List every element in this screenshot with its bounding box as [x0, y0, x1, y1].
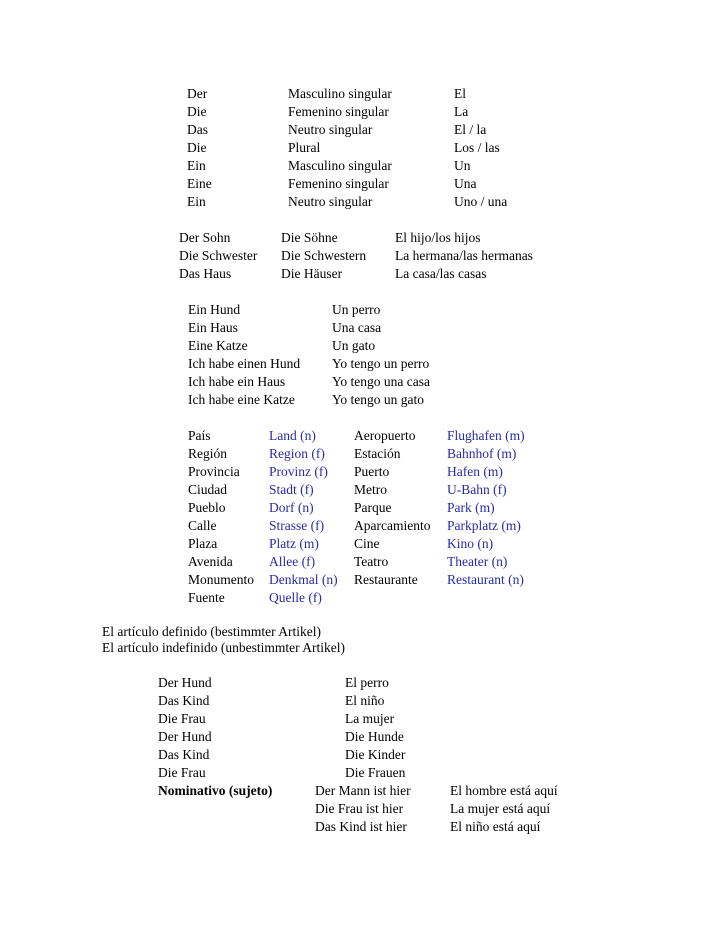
vocab-de: Flughafen (m) [447, 428, 525, 443]
article-de: Eine [187, 176, 212, 191]
noun-de: Das Kind [158, 747, 210, 762]
vocab-de: U-Bahn (f) [447, 482, 507, 497]
vocab-de: Bahnhof (m) [447, 446, 517, 461]
vocab-de: Allee (f) [269, 554, 316, 569]
example-de: Ein Hund [188, 302, 241, 317]
singular-de: Der Sohn [179, 230, 231, 245]
nominative-es: El niño está aquí [450, 819, 541, 834]
noun-de: Das Kind [158, 693, 210, 708]
vocab-es: Ciudad [188, 482, 227, 497]
article-es: Una [454, 176, 477, 191]
example-es: Un perro [332, 302, 381, 317]
article-es: El / la [454, 122, 487, 137]
noun-translation: Die Frauen [345, 765, 406, 780]
vocab-es: Calle [188, 518, 217, 533]
vocab-de: Platz (m) [269, 536, 319, 551]
vocab-es: Metro [354, 482, 387, 497]
vocab-de: Theater (n) [447, 554, 508, 569]
vocab-de: Kino (n) [447, 536, 494, 551]
article-es: El [454, 86, 466, 101]
translation-es: La casa/las casas [395, 266, 487, 281]
article-gender: Masculino singular [288, 86, 392, 101]
article-de: Ein [187, 194, 206, 209]
vocab-es: Restaurante [354, 572, 418, 587]
vocab-es: Avenida [188, 554, 233, 569]
article-gender: Masculino singular [288, 158, 392, 173]
vocab-es: Puerto [354, 464, 390, 479]
noun-translation: El niño [345, 693, 385, 708]
example-es: Un gato [332, 338, 376, 353]
vocab-es: Pueblo [188, 500, 226, 515]
vocab-de: Land (n) [269, 428, 316, 443]
noun-de: Die Frau [158, 711, 206, 726]
vocab-de: Stadt (f) [269, 482, 314, 497]
nominative-de: Der Mann ist hier [315, 783, 411, 798]
plural-de: Die Schwestern [281, 248, 367, 263]
article-de: Ein [187, 158, 206, 173]
vocab-es: Fuente [188, 590, 225, 605]
article-es: Uno / una [454, 194, 508, 209]
vocab-es: Plaza [188, 536, 218, 551]
definition-line: El artículo definido (bestimmter Artikel) [102, 624, 321, 639]
vocab-es: Teatro [354, 554, 389, 569]
article-es: La [454, 104, 469, 119]
vocab-de: Parkplatz (m) [447, 518, 521, 533]
vocab-de: Dorf (n) [269, 500, 314, 515]
article-de: Die [187, 140, 207, 155]
noun-translation: El perro [345, 675, 389, 690]
article-de: Die [187, 104, 207, 119]
vocab-de: Park (m) [447, 500, 495, 515]
vocab-es: Aeropuerto [354, 428, 416, 443]
vocab-es: Región [188, 446, 227, 461]
article-gender: Plural [288, 140, 321, 155]
example-es: Yo tengo un gato [332, 392, 425, 407]
vocab-es: Estación [354, 446, 401, 461]
nominative-de: Das Kind ist hier [315, 819, 407, 834]
plural-de: Die Söhne [281, 230, 338, 245]
article-es: Los / las [454, 140, 500, 155]
vocab-es: Cine [354, 536, 380, 551]
example-de: Ich habe einen Hund [188, 356, 301, 371]
example-de: Ich habe ein Haus [188, 374, 286, 389]
nominative-label: Nominativo (sujeto) [158, 783, 273, 798]
example-es: Yo tengo una casa [332, 374, 430, 389]
vocab-de: Region (f) [269, 446, 325, 461]
noun-de: Der Hund [158, 729, 212, 744]
vocab-de: Provinz (f) [269, 464, 328, 479]
noun-translation: Die Kinder [345, 747, 406, 762]
noun-translation: La mujer [345, 711, 395, 726]
article-es: Un [454, 158, 471, 173]
vocab-es: Monumento [188, 572, 254, 587]
translation-es: La hermana/las hermanas [395, 248, 533, 263]
noun-translation: Die Hunde [345, 729, 404, 744]
article-de: Der [187, 86, 208, 101]
example-es: Yo tengo un perro [332, 356, 430, 371]
vocab-es: País [188, 428, 211, 443]
singular-de: Die Schwester [179, 248, 258, 263]
article-gender: Femenino singular [288, 104, 389, 119]
article-gender: Neutro singular [288, 194, 373, 209]
nominative-es: La mujer está aquí [450, 801, 551, 816]
noun-de: Der Hund [158, 675, 212, 690]
example-de: Eine Katze [188, 338, 248, 353]
example-de: Ein Haus [188, 320, 238, 335]
plural-de: Die Häuser [281, 266, 343, 281]
vocab-de: Restaurant (n) [447, 572, 524, 587]
vocab-de: Denkmal (n) [269, 572, 338, 587]
nominative-es: El hombre está aquí [450, 783, 558, 798]
article-gender: Neutro singular [288, 122, 373, 137]
vocab-es: Aparcamiento [354, 518, 431, 533]
nominative-de: Die Frau ist hier [315, 801, 404, 816]
example-de: Ich habe eine Katze [188, 392, 295, 407]
translation-es: El hijo/los hijos [395, 230, 481, 245]
noun-de: Die Frau [158, 765, 206, 780]
vocab-de: Hafen (m) [447, 464, 503, 479]
example-es: Una casa [332, 320, 382, 335]
article-gender: Femenino singular [288, 176, 389, 191]
singular-de: Das Haus [179, 266, 232, 281]
vocab-es: Parque [354, 500, 392, 515]
vocab-de: Quelle (f) [269, 590, 322, 605]
article-de: Das [187, 122, 208, 137]
vocab-es: Provincia [188, 464, 240, 479]
vocab-de: Strasse (f) [269, 518, 325, 533]
definition-line: El artículo indefinido (unbestimmter Artikel) [102, 640, 345, 655]
